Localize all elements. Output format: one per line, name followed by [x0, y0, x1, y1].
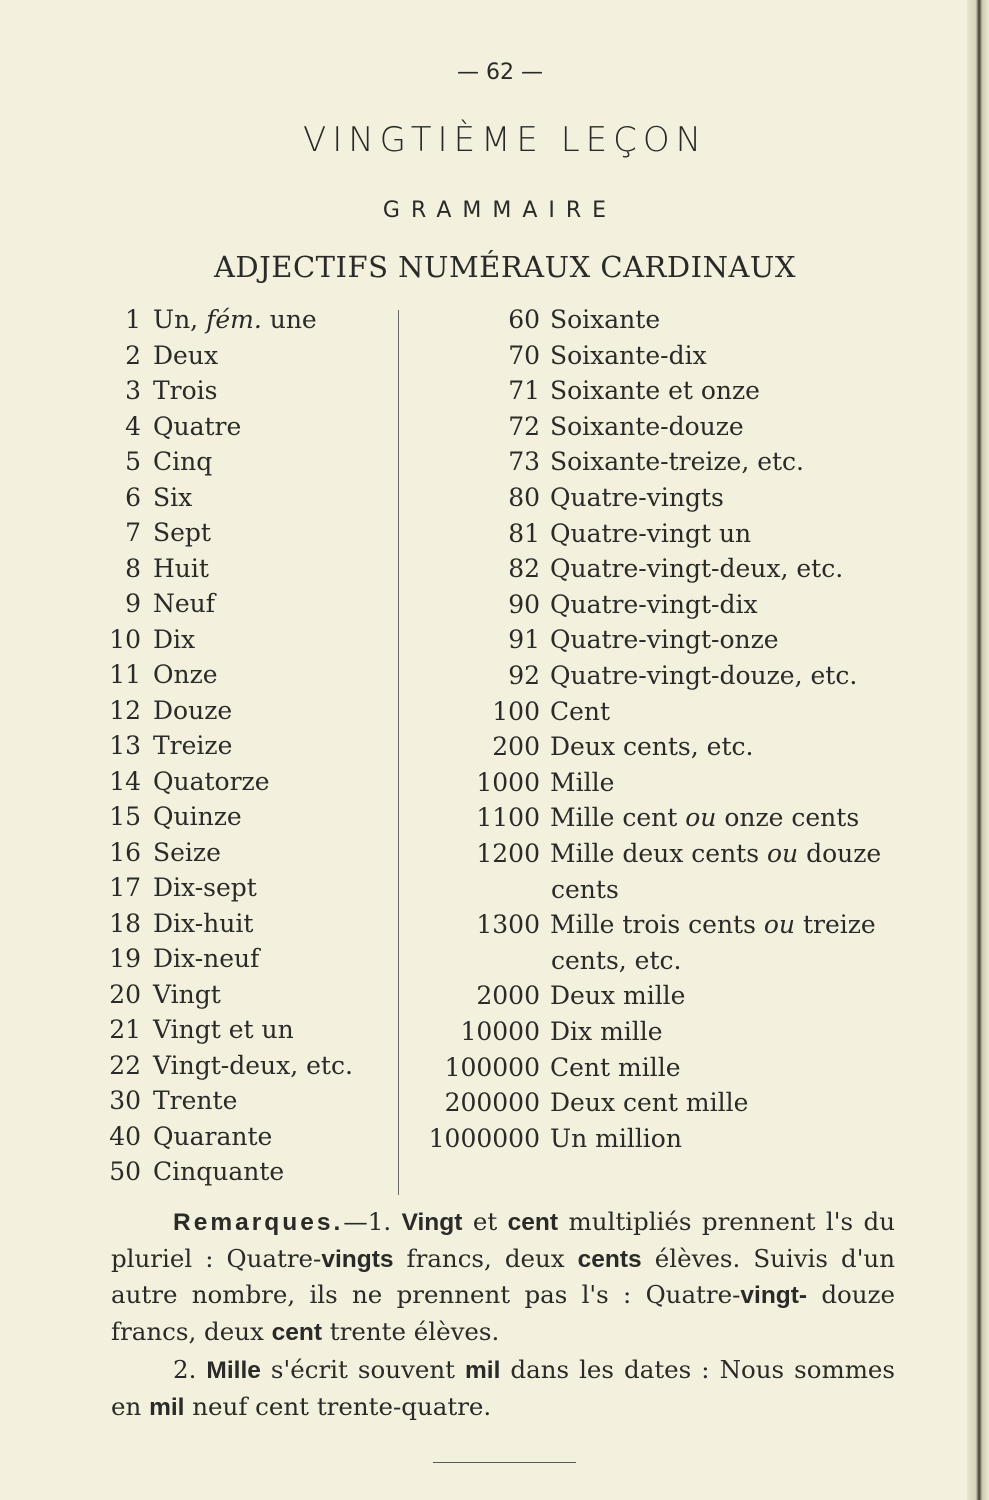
numeral-word: Vingt [153, 979, 221, 1009]
numeral-word: Quatre-vingt-onze [550, 625, 779, 655]
numeral-word: Cent [550, 696, 611, 726]
numeral-row [0, 870, 257, 905]
numeral-word: Quatorze [153, 766, 270, 796]
numeral-value: 91 [508, 625, 540, 655]
numeral-value: 81 [508, 518, 540, 548]
numeral-word: Cent mille [550, 1052, 681, 1082]
numeral-row [0, 516, 751, 551]
numeral-value: 12 [109, 695, 141, 725]
numeral-value: 14 [109, 766, 141, 796]
numeral-word: Deux mille [550, 981, 686, 1011]
numeral-word: Mille trois cents ou treize [550, 910, 876, 940]
remarks-paragraph-1: Remarques.—1. Vingt et cent multipliés prennent l's du pluriel : Quatre-vingts francs, deux cents élèves. Suivis d'un autre nombre, ils ne prennent pas l's : Quatre-vingt- douze francs, deux cent trente élèves. [111, 1207, 895, 1346]
numeral-value: 100000 [444, 1052, 540, 1082]
numeral-row [0, 907, 876, 942]
numeral-word: Neuf [153, 589, 216, 618]
numeral-value: 1000 [476, 767, 540, 797]
numeral-word: Soixante [550, 305, 661, 334]
numeral-word: Soixante-dix [550, 340, 707, 370]
page-edge [967, 0, 989, 1500]
numeral-value: 22 [109, 1050, 141, 1080]
numeral-row [0, 551, 843, 586]
numeral-word: Deux [153, 340, 219, 370]
numeral-value: 60 [508, 305, 540, 334]
numeral-value: 3 [125, 376, 141, 405]
numeral-value: 90 [508, 589, 540, 619]
numeral-value: 17 [109, 873, 141, 902]
numeral-word: Dix [153, 624, 196, 654]
numeral-word: Quarante [153, 1121, 273, 1151]
numeral-word: Un, fém. une [153, 305, 317, 334]
numeral-row [0, 1121, 682, 1156]
numeral-value: 200000 [444, 1088, 540, 1118]
numeral-value: 11 [109, 660, 141, 689]
end-rule [433, 1462, 576, 1463]
numeral-word: Mille [550, 767, 615, 797]
numeral-row [0, 694, 610, 729]
numeral-value: 30 [109, 1086, 141, 1115]
numeral-word: Sept [153, 518, 211, 547]
numeral-row [0, 800, 859, 835]
numeral-row [0, 480, 724, 515]
numeral-word: Cinq [153, 447, 213, 476]
numeral-word: Quatre [153, 411, 242, 441]
numeral-row [0, 373, 760, 408]
numeral-word-continuation: cents [551, 874, 619, 904]
numeral-word: Quatre-vingt-deux, etc. [550, 554, 844, 584]
numeral-word: Dix-huit [153, 908, 254, 938]
numeral-value: 1000000 [428, 1123, 540, 1153]
numeral-row [0, 444, 804, 479]
numeral-word: Deux cents, etc. [550, 732, 754, 762]
numeral-word: Huit [153, 553, 209, 583]
numeral-value: 15 [109, 802, 141, 831]
numeral-row [0, 729, 753, 764]
numeral-row [0, 1014, 663, 1049]
numeral-word: Soixante-treize, etc. [550, 447, 805, 477]
numeral-value: 2 [125, 340, 141, 370]
numeral-word: Trois [153, 376, 218, 405]
numeral-row [0, 658, 857, 693]
subtitle: GRAMMAIRE [382, 198, 618, 223]
numeral-word: Quatre-vingt-dix [550, 589, 758, 619]
numeral-word: Dix mille [550, 1017, 663, 1046]
numeral-value: 19 [109, 944, 141, 973]
numeral-word-continuation: cents, etc. [551, 945, 682, 975]
numeral-value: 6 [125, 482, 141, 512]
numeral-word: Vingt et un [153, 1015, 294, 1044]
numeral-word: Douze [153, 695, 233, 725]
numeral-word: Quatre-vingts [550, 483, 724, 512]
numeral-word: Quatre-vingt un [550, 518, 752, 548]
numeral-word: Seize [153, 837, 221, 867]
numeral-value: 9 [125, 589, 141, 618]
numeral-value: 70 [508, 340, 540, 370]
numeral-row [0, 1085, 748, 1120]
numeral-row [0, 338, 707, 373]
remarks-label: Remarques. [173, 1209, 344, 1236]
numeral-value: 1 [125, 305, 141, 334]
numeral-row [0, 302, 660, 337]
numeral-value: 200 [492, 732, 540, 762]
numeral-value: 18 [109, 908, 141, 938]
numeral-value: 80 [508, 483, 540, 512]
section-title: ADJECTIFS NUMÉRAUX CARDINAUX [213, 250, 797, 284]
numeral-value: 40 [109, 1121, 141, 1151]
numeral-word: Dix-sept [153, 873, 257, 902]
numeral-word: Quatre-vingt-douze, etc. [550, 661, 858, 690]
numeral-value: 7 [125, 518, 141, 547]
numeral-value: 4 [125, 411, 141, 441]
numeral-value: 21 [109, 1015, 141, 1044]
numeral-word: Quinze [153, 802, 242, 831]
numeral-word: Mille deux cents ou douze [550, 839, 882, 868]
numeral-row [0, 1154, 284, 1189]
numeral-value: 82 [508, 554, 540, 584]
page-number: — 62 — [457, 60, 543, 85]
numeral-word: Trente [153, 1086, 238, 1115]
numeral-value: 8 [125, 553, 141, 583]
numeral-word: Un million [550, 1123, 682, 1153]
numeral-row [0, 978, 685, 1013]
numeral-row [0, 1050, 681, 1085]
lesson-title: VINGTIÈME LEÇON [302, 120, 708, 160]
numeral-value: 1100 [476, 803, 540, 833]
numeral-value: 16 [109, 837, 141, 867]
numeral-word: Treize [153, 731, 233, 760]
numeral-value: 72 [508, 411, 540, 441]
numeral-word: Cinquante [153, 1157, 285, 1186]
numeral-word: Mille cent ou onze cents [550, 803, 860, 833]
numeral-word: Deux cent mille [550, 1088, 749, 1118]
numeral-value: 20 [109, 979, 141, 1009]
numeral-word: Six [153, 482, 193, 512]
numeral-word: Vingt-deux, etc. [153, 1050, 353, 1080]
numeral-value: 2000 [476, 981, 540, 1011]
numeral-row [0, 836, 881, 871]
numeral-row [0, 409, 744, 444]
numeral-row [0, 765, 614, 800]
numeral-value: 100 [492, 696, 540, 726]
numeral-value: 71 [508, 376, 540, 406]
numeral-row [0, 941, 259, 976]
numeral-row [0, 622, 779, 657]
numeral-word: Onze [153, 660, 218, 689]
numeral-value: 5 [125, 447, 141, 476]
numeral-value: 10 [109, 624, 141, 654]
numeral-value: 73 [508, 447, 540, 477]
numeral-value: 1200 [476, 839, 540, 868]
numeral-word: Soixante et onze [550, 376, 760, 406]
numeral-value: 50 [109, 1157, 141, 1186]
numeral-word: Soixante-douze [550, 411, 744, 441]
numeral-value: 10000 [460, 1017, 540, 1046]
numeral-value: 1300 [476, 910, 540, 940]
numeral-row [0, 587, 758, 622]
numeral-value: 92 [508, 661, 540, 690]
numeral-word: Dix-neuf [153, 944, 260, 973]
remarks-paragraph-2: 2. Mille s'écrit souvent mil dans les dates : Nous sommes en mil neuf cent trente-quatre. [111, 1355, 896, 1421]
numeral-value: 13 [109, 731, 141, 760]
